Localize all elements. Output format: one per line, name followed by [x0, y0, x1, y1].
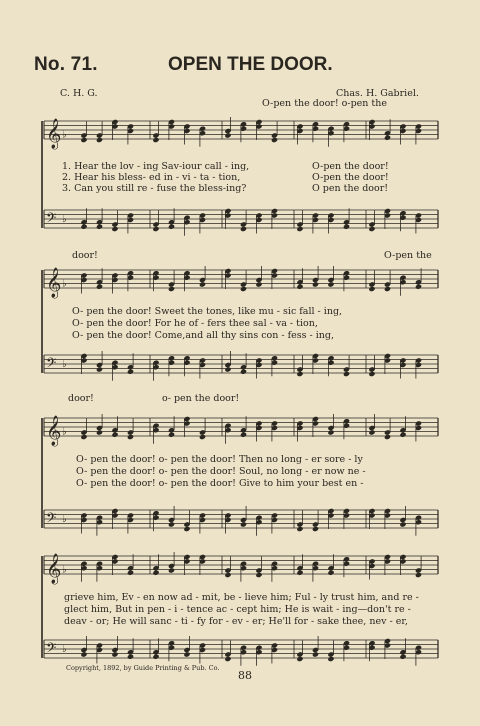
note-head [152, 570, 159, 576]
cue-text: O-pen the [384, 250, 432, 261]
note-head [327, 656, 334, 662]
note-head [168, 286, 175, 292]
note-head [343, 224, 350, 230]
flat-icon: ♭ [62, 129, 67, 141]
note-head [312, 526, 319, 532]
note-head [168, 521, 175, 527]
bass-clef-icon: 𝄢 [46, 510, 57, 529]
lyric-line: O- pen the door! Sweet the tones, like mu - sic fall - ing, [72, 306, 343, 317]
note-head [399, 654, 406, 660]
flat-icon: ♭ [62, 564, 67, 576]
note-head [415, 284, 422, 290]
note-head [327, 429, 334, 435]
note-head [240, 432, 247, 438]
note-head [312, 651, 319, 657]
note-head [240, 226, 247, 232]
note-head [384, 135, 391, 141]
note-head [240, 521, 247, 527]
cue-text: o- pen the door! [162, 393, 240, 404]
lyric-line: O-pen the door! [312, 172, 389, 183]
page-number: 88 [238, 669, 252, 682]
note-head [415, 572, 422, 578]
treble-clef-icon: 𝄞 [46, 554, 62, 584]
flat-icon: ♭ [62, 278, 67, 290]
lyric-line: O- pen the door! o- pen the door! Soul, no long - er now ne - [76, 466, 366, 477]
lyric-line: O pen the door! [312, 183, 389, 194]
lyric-line: O- pen the door! o- pen the door! Give to him your best en - [76, 478, 364, 489]
note-head [183, 526, 190, 532]
flat-icon: ♭ [62, 214, 67, 225]
note-head [152, 137, 159, 143]
note-head [127, 570, 134, 576]
note-head [296, 570, 303, 576]
flat-icon: ♭ [62, 359, 67, 370]
note-head [96, 224, 103, 230]
lyric-line: 3. Can you still re - fuse the bless-ing? [62, 183, 247, 194]
note-head [240, 286, 247, 292]
note-head [296, 526, 303, 532]
treble-clef-icon: 𝄞 [46, 416, 62, 446]
note-head [399, 521, 406, 527]
note-head [96, 366, 103, 372]
hymn-number: No. 71. [34, 54, 98, 75]
note-head [296, 656, 303, 662]
bass-clef-icon: 𝄢 [46, 355, 57, 374]
note-head [255, 281, 262, 287]
note-head [312, 281, 319, 287]
note-head [111, 651, 118, 657]
note-head [399, 432, 406, 438]
note-head [368, 429, 375, 435]
note-head [183, 651, 190, 657]
note-head [127, 654, 134, 660]
note-head [240, 369, 247, 375]
lyric-line: grieve him, Ev - en now ad - mit, be - lieve him; Ful - ly trust him, and re - [64, 592, 419, 603]
note-head [368, 371, 375, 377]
bass-clef-icon: 𝄢 [46, 210, 57, 229]
words-credit: C. H. G. [60, 88, 98, 99]
flat-icon: ♭ [62, 644, 67, 655]
flat-icon: ♭ [62, 426, 67, 438]
lyric-line: glect him, But in pen - i - tence ac - cept him; He is wait - ing—don't re - [64, 604, 411, 615]
lyric-line: 2. Hear his bless- ed in - vi - ta - tion, [62, 172, 241, 183]
note-head [80, 434, 87, 440]
note-head [224, 366, 231, 372]
note-head [96, 284, 103, 290]
music-credit: Chas. H. Gabriel. [336, 88, 419, 99]
note-head [80, 224, 87, 230]
note-head [343, 371, 350, 377]
note-head [168, 567, 175, 573]
cue-text: door! [68, 393, 94, 404]
note-head [368, 286, 375, 292]
lyric-line: deav - or; He will sanc - ti - fy for - ev - er; He'll for - sake thee, nev - er, [64, 616, 408, 627]
treble-clef-icon: 𝄞 [46, 268, 62, 298]
hymn-title: OPEN THE DOOR. [168, 54, 333, 75]
cue-text: door! [72, 250, 98, 261]
lyric-line: O-pen the door! [312, 161, 389, 172]
note-head [271, 137, 278, 143]
note-head [152, 654, 159, 660]
note-head [96, 429, 103, 435]
lyric-line: O- pen the door! Come,and all thy sins con - fess - ing, [72, 330, 335, 341]
note-head [384, 286, 391, 292]
lyric-line: O- pen the door! For he of - fers thee sal - va - tion, [72, 318, 318, 329]
note-head [127, 369, 134, 375]
note-head [96, 137, 103, 143]
note-head [327, 570, 334, 576]
lyric-line: 1. Hear the lov - ing Sav-iour call - ing, [62, 161, 250, 172]
note-head [296, 226, 303, 232]
note-head [80, 137, 87, 143]
note-head [368, 226, 375, 232]
cue-text: O-pen the door! o-pen the [262, 98, 387, 109]
treble-clef-icon: 𝄞 [46, 119, 62, 149]
note-head [127, 434, 134, 440]
note-head [199, 281, 206, 287]
bass-clef-icon: 𝄢 [46, 640, 57, 659]
note-head [224, 132, 231, 138]
note-head [296, 284, 303, 290]
note-head [168, 432, 175, 438]
note-head [111, 432, 118, 438]
note-head [224, 656, 231, 662]
note-head [199, 434, 206, 440]
note-head [168, 224, 175, 230]
note-head [384, 434, 391, 440]
note-head [224, 572, 231, 578]
note-head [80, 651, 87, 657]
note-head [296, 371, 303, 377]
note-head [255, 572, 262, 578]
copyright-notice: Copyright, 1892, by Guide Printing & Pub. Co. [66, 664, 220, 672]
note-head [327, 281, 334, 287]
flat-icon: ♭ [62, 514, 67, 525]
note-head [152, 226, 159, 232]
lyric-line: O- pen the door! o- pen the door! Then no long - er sore - ly [76, 454, 363, 465]
note-head [111, 226, 118, 232]
